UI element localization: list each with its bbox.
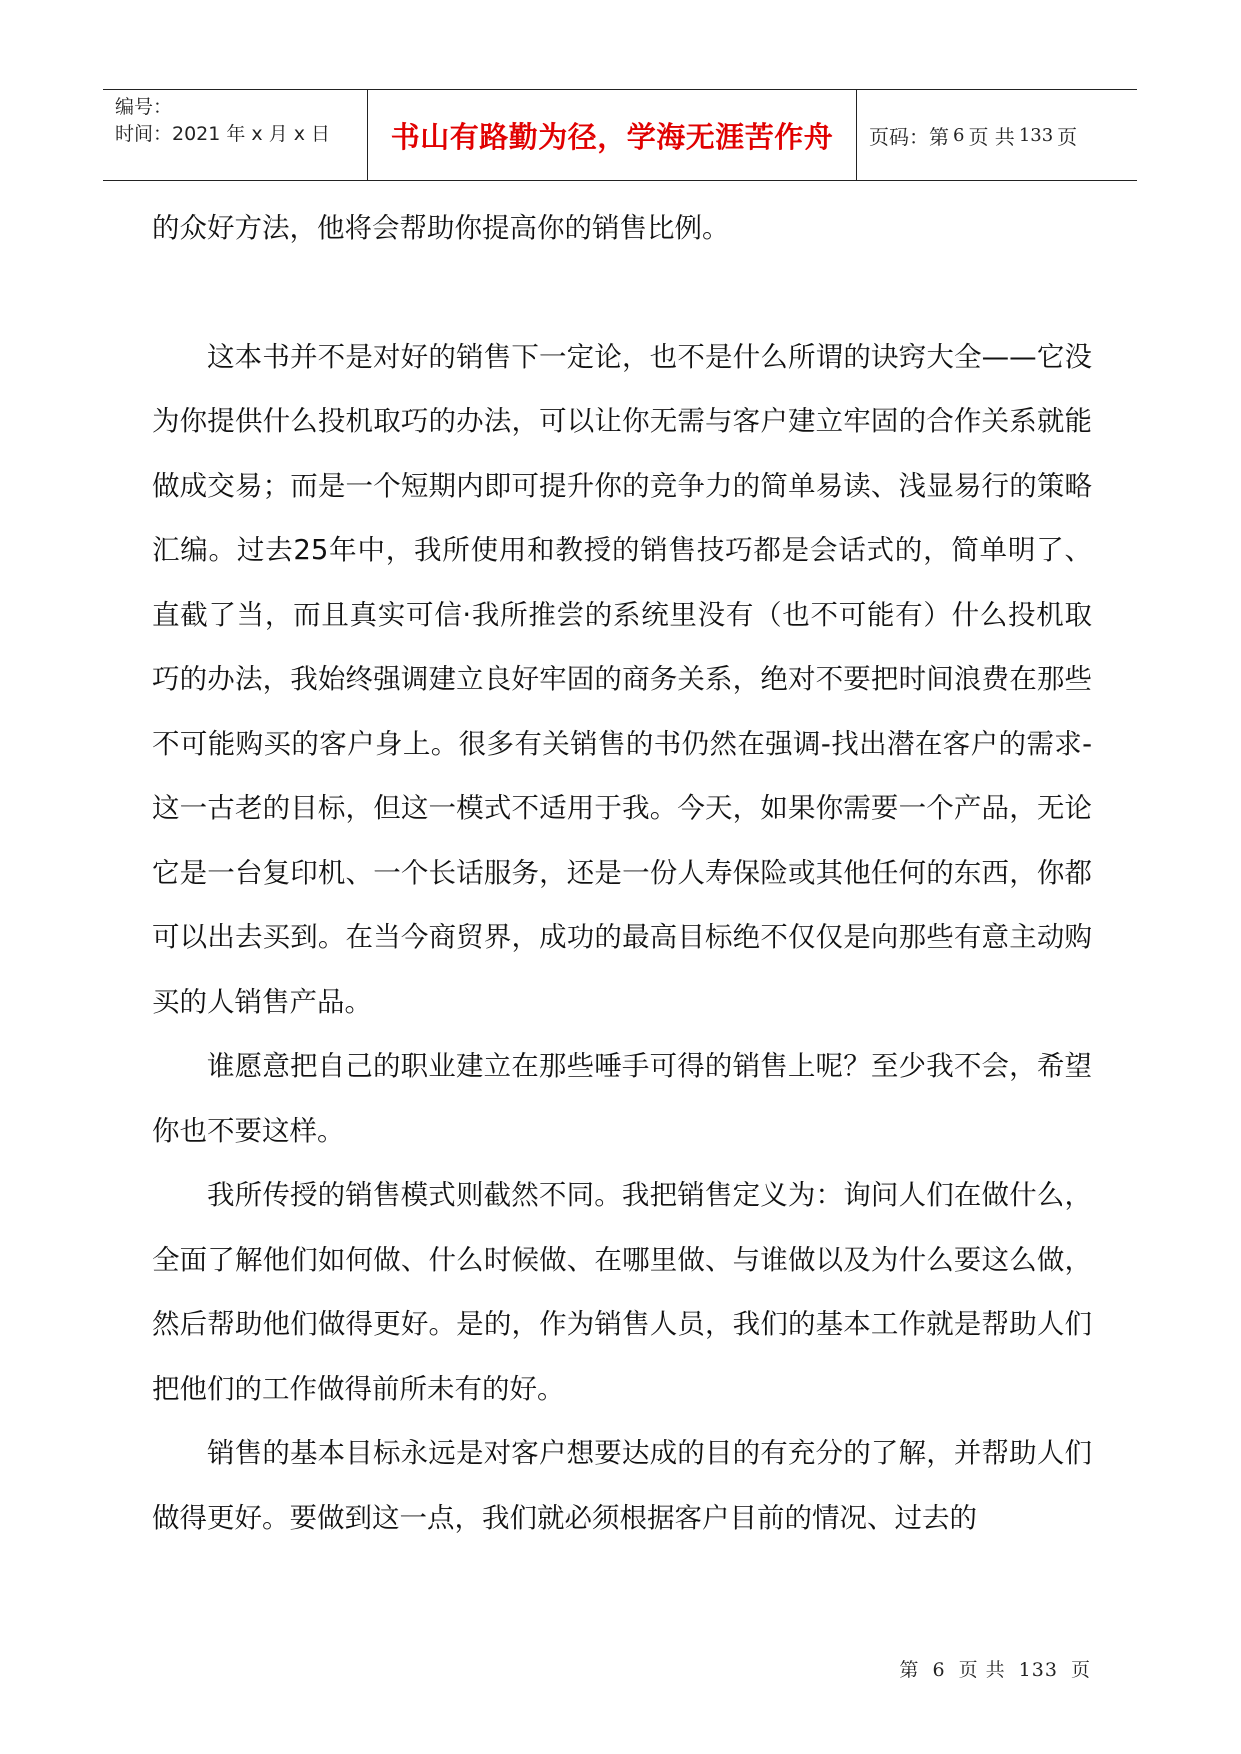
page-current: 6 [953,124,965,146]
header-motto: 书山有路勤为径，学海无涯苦作舟 [367,90,857,180]
footer-total: 133 [1018,1659,1058,1681]
page-header [103,89,1137,181]
footer-prefix: 第 [899,1659,920,1681]
header-page-number [857,90,1137,180]
header-meta [103,90,367,180]
footer-current: 6 [932,1659,946,1681]
paragraph-gap [152,261,1092,325]
page-suffix: 页 [1057,124,1078,149]
page-total: 133 [1018,124,1054,146]
page-prefix: 页码：第 [869,124,949,149]
paragraph-continuation: 的众好方法，他将会帮助你提高你的销售比例。 [152,212,730,244]
document-body [152,196,1092,1550]
footer-suffix: 页 [1070,1659,1091,1681]
paragraph: 谁愿意把自己的职业建立在那些唾手可得的销售上呢？至少我不会，希望你也不要这样。 [152,1050,1092,1147]
paragraph: 销售的基本目标永远是对客户想要达成的目的有充分的了解，并帮助人们做得更好。要做到这一点，我们就必须根据客户目前的情况、过去的 [152,1437,1092,1534]
footer-mid: 页 共 [958,1659,1006,1681]
document-number-label: 编号： [115,96,173,118]
page-mid: 页 共 [968,124,1015,149]
paragraph: 这本书并不是对好的销售下一定论，也不是什么所谓的诀窍大全——它没为你提供什么投机取巧的办法，可以让你无需与客户建立牢固的合作关系就能做成交易；而是一个短期内即可提升你的竞争力的简单易读、浅显易行的策略汇编。过去25年中，我所使用和教授的销售技巧都是会话式的，简单明了、直截了当，而且真实可信·我所推尝的系统里没有（也不可能有）什么投机取巧的办法，我始终强调建立良好牢固的商务关系，绝对不要把时间浪费在那些不可能购买的客户身上。很多有关销售的书仍然在强调-找出潜在客户的需求-这一古老的目标，但这一模式不适用于我。今天，如果你需要一个产品，无论它是一台复印机、一个长话服务，还是一份人寿保险或其他任何的东西，你都可以出去买到。在当今商贸界，成功的最高目标绝不仅仅是向那些有意主动购买的人销售产品。 [152,340,1092,1018]
document-time: 时间：2021 年 x 月 x 日 [115,123,331,145]
page-footer [899,1655,1091,1682]
paragraph: 我所传授的销售模式则截然不同。我把销售定义为：询问人们在做什么，全面了解他们如何做、什么时候做、在哪里做、与谁做以及为什么要这么做，然后帮助他们做得更好。是的，作为销售人员，我们的基本工作就是帮助人们把他们的工作做得前所未有的好。 [152,1179,1092,1405]
